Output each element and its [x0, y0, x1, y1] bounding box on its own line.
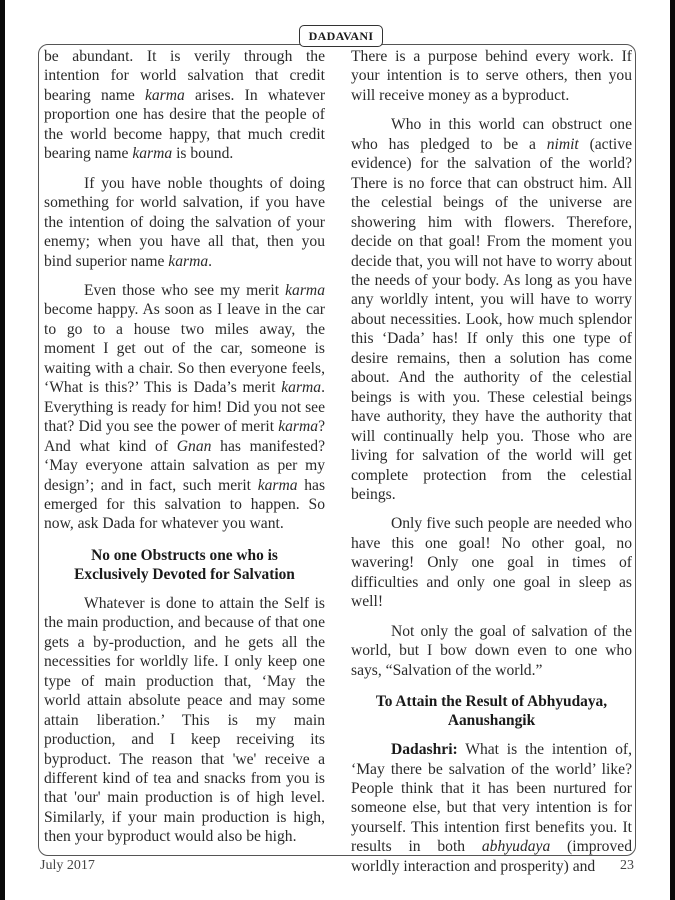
paragraph: be abundant. It is verily through the intention for world salvation that credit bearing name karma arises. In whatever proportion one has desire that the people of the world become happy, that much credit bearing name karma is bound. [44, 48, 326, 163]
footer-page-number: 23 [620, 858, 634, 873]
paragraph: Only five such people are needed who have this one goal! No other goal, no wavering! Only one goal in times of difficulties and only one goal in sleep as well! [351, 515, 632, 611]
paragraph: There is a purpose behind every work. If your intention is to serve others, then you will receive money as a byproduct. [351, 48, 632, 104]
paragraph: Whatever is done to attain the Self is the main production, and because of that one gets a by-production, and he gets all the necessities for worldly life. I only keep one type of main production that, ‘May the world attain absolute peace and may some attain liberation.’ This is my main production, and I keep receiving its byproduct. The reason that 'we' receive a different kind of tea and snacks from you is that 'our' main production is of high level. Similarly, if your main production is high, then your byproduct would also be high. [44, 594, 325, 846]
paragraph: Who in this world can obstruct one who has pledged to be a nimit (active evidence) for the salvation of the world? There is no force that can obstruct him. All the celestial beings of the universe are showering him with flowers. Therefore, decide on that goal! From the moment you decide that, you will not have to worry about the needs of your body. As long as you have any worldly intent, you will have to worry about necessities. Look, how much splendor this ‘Dada’ has! If only this one type of desire remains, then a solution has come about. And the authority of the celestial beings is with you. These celestial beings have authority, they have the authority that will continually help you. Those who are living for salvation of the world will get complete protection from the celestial beings. [351, 116, 632, 503]
paragraph: If you have noble thoughts of doing something for world salvation, if you have the intention of doing the salvation of your enemy; when you have all that, then you bind superior name karma. [44, 174, 325, 270]
speaker-label: Dadashri: [391, 741, 458, 759]
right-column [351, 47, 632, 876]
paragraph: Even those who see my merit karma become happy. As soon as I leave in the car to go to a house two miles away, the moment I get out of the car, someone is waiting with a chair. So then everyone feels, ‘What is this?’ This is Dada’s merit karma. Everything is ready for him! Did you not see that? Did you see the power of merit karma? And what kind of Gnan has manifested? ‘May everyone attain salvation as per my design’; and in fact, such merit karma has emerged for this salvation to happen. So now, ask Dada for whatever you want. [44, 281, 326, 533]
section-heading: To Attain the Result of Abhyudaya, Aanushangik [375, 693, 608, 730]
scan-edge-right [670, 0, 675, 900]
left-column [44, 47, 325, 847]
scan-edge-left [0, 0, 5, 900]
paragraph: Not only the goal of salvation of the world, but I bow down even to one who says, “Salvation of the world.” [351, 622, 632, 679]
paragraph: Dadashri: What is the intention of, ‘May there be salvation of the world’ like? People think that it has been nurtured for someone else, but that very intention is for yourself. This intention first benefits you. It results in both abhyudaya (improved worldly interaction and prosperity) and [351, 741, 632, 875]
footer-issue-date: July 2017 [40, 858, 95, 873]
section-heading: No one Obstructs one who is Exclusively Devoted for Salvation [74, 546, 295, 583]
masthead-title: DADAVANI [299, 25, 383, 47]
